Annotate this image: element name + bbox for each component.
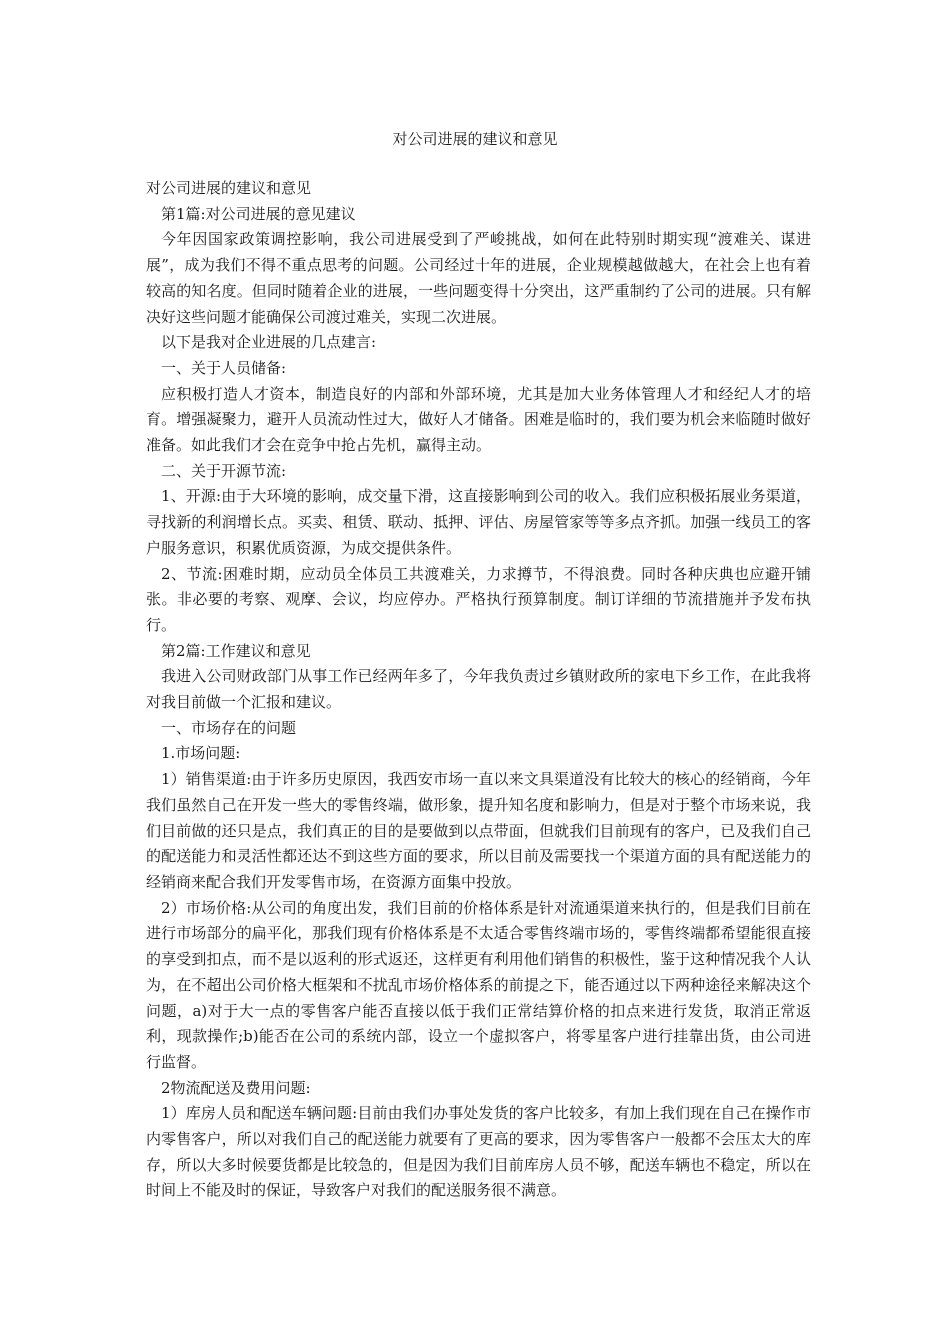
paragraph: 一、市场存在的问题 [161, 718, 297, 737]
paragraph: 1）销售渠道:由于许多历史原因，我西安市场一直以来文具渠道没有比较大的核心的经销商，今年我们虽然自己在开发一些大的零售终端，做形象，提升知名度和影响力，但是对于整个市场来说，我们目前做的还只是点，我们真正的目的是要做到以点带面，但就我们目前现有的客户，已及我们自己的配送能力和灵活性都还达不到这些方面的要求，所以目前及需要找一个渠道方面的具有配送能力的经销商来配合我们开发零售市场，在资源方面集中投放。 [146, 770, 811, 891]
paragraph: 2物流配送及费用问题: [161, 1078, 311, 1097]
paragraph: 对公司进展的建议和意见 [146, 179, 312, 197]
paragraph: 2、节流:困难时期，应动员全体员工共渡难关，力求撙节，不得浪费。同时各种庆典也应避开铺张。非必要的考察、观摩、会议，均应停办。严格执行预算制度。制订详细的节流措施并予发布执行。 [146, 564, 811, 634]
document-title: 对公司进展的建议和意见 [392, 130, 558, 148]
paragraph: 第2篇:工作建议和意见 [161, 641, 311, 660]
paragraph: 二、关于开源节流: [161, 461, 287, 480]
paragraph: 1）库房人员和配送车辆问题:目前由我们办事处发货的客户比较多，有加上我们现在自己在操作市内零售客户，所以对我们自己的配送能力就要有了更高的要求，因为零售客户一般都不会压太大的库存，所以大多时候要货都是比较急的，但是因为我们目前库房人员不够，配送车辆也不稳定，所以在时间上不能及时的保证，导致客户对我们的配送服务很不满意。 [146, 1104, 811, 1200]
paragraph: 一、关于人员储备: [161, 358, 287, 377]
paragraph: 今年因国家政策调控影响，我公司进展受到了严峻挑战，如何在此特别时期实现“渡难关、谋进展”，成为我们不得不重点思考的问题。公司经过十年的进展，企业规模越做越大，在社会上也有着较高的知名度。但同时随着企业的进展，一些问题变得十分突出，这严重制约了公司的进展。只有解决好这些问题才能确保公司渡过难关，实现二次进展。 [146, 230, 811, 326]
paragraph: 应积极打造人才资本，制造良好的内部和外部环境，尤其是加大业务体管理人才和经纪人才的培育。增强凝聚力，避开人员流动性过大，做好人才储备。困难是临时的，我们要为机会来临随时做好准备。如此我们才会在竞争中抢占先机，赢得主动。 [146, 384, 811, 455]
paragraph: 2）市场价格:从公司的角度出发，我们目前的价格体系是针对流通渠道来执行的，但是我们目前在进行市场部分的扁平化，那我们现有价格体系是不太适合零售终端市场的，零售终端都希望能很直接的享受到扣点，而不是以返利的形式返还，这样更有利用他们销售的积极性，鉴于这种情况我个人认为，在不超出公司价格大框架和不扰乱市场价格体系的前提之下，能否通过以下两种途径来解决这个问题，a)对于大一点的零售客户能否直接以低于我们正常结算价格的扣点来进行发货，取消正常返利，现款操作;b)能否在公司的系统内部，设立一个虚拟客户，将零星客户进行挂靠出货，由公司进行监督。 [146, 898, 811, 1071]
paragraph: 第1篇:对公司进展的意见建议 [161, 204, 356, 223]
paragraph: 我进入公司财政部门从事工作已经两年多了，今年我负责过乡镇财政所的家电下乡工作，在此我将对我目前做一个汇报和建议。 [146, 667, 811, 712]
document-body [146, 176, 811, 1204]
paragraph: 1.市场问题: [161, 744, 241, 763]
paragraph: 1、开源:由于大环境的影响，成交量下滑，这直接影响到公司的收入。我们应积极拓展业务渠道，寻找新的利润增长点。买卖、租赁、联动、抵押、评估、房屋管家等等多点齐抓。加强一线员工的客户服务意识，积累优质资源，为成交提供条件。 [146, 487, 811, 557]
paragraph: 以下是我对企业进展的几点建言: [161, 333, 377, 352]
